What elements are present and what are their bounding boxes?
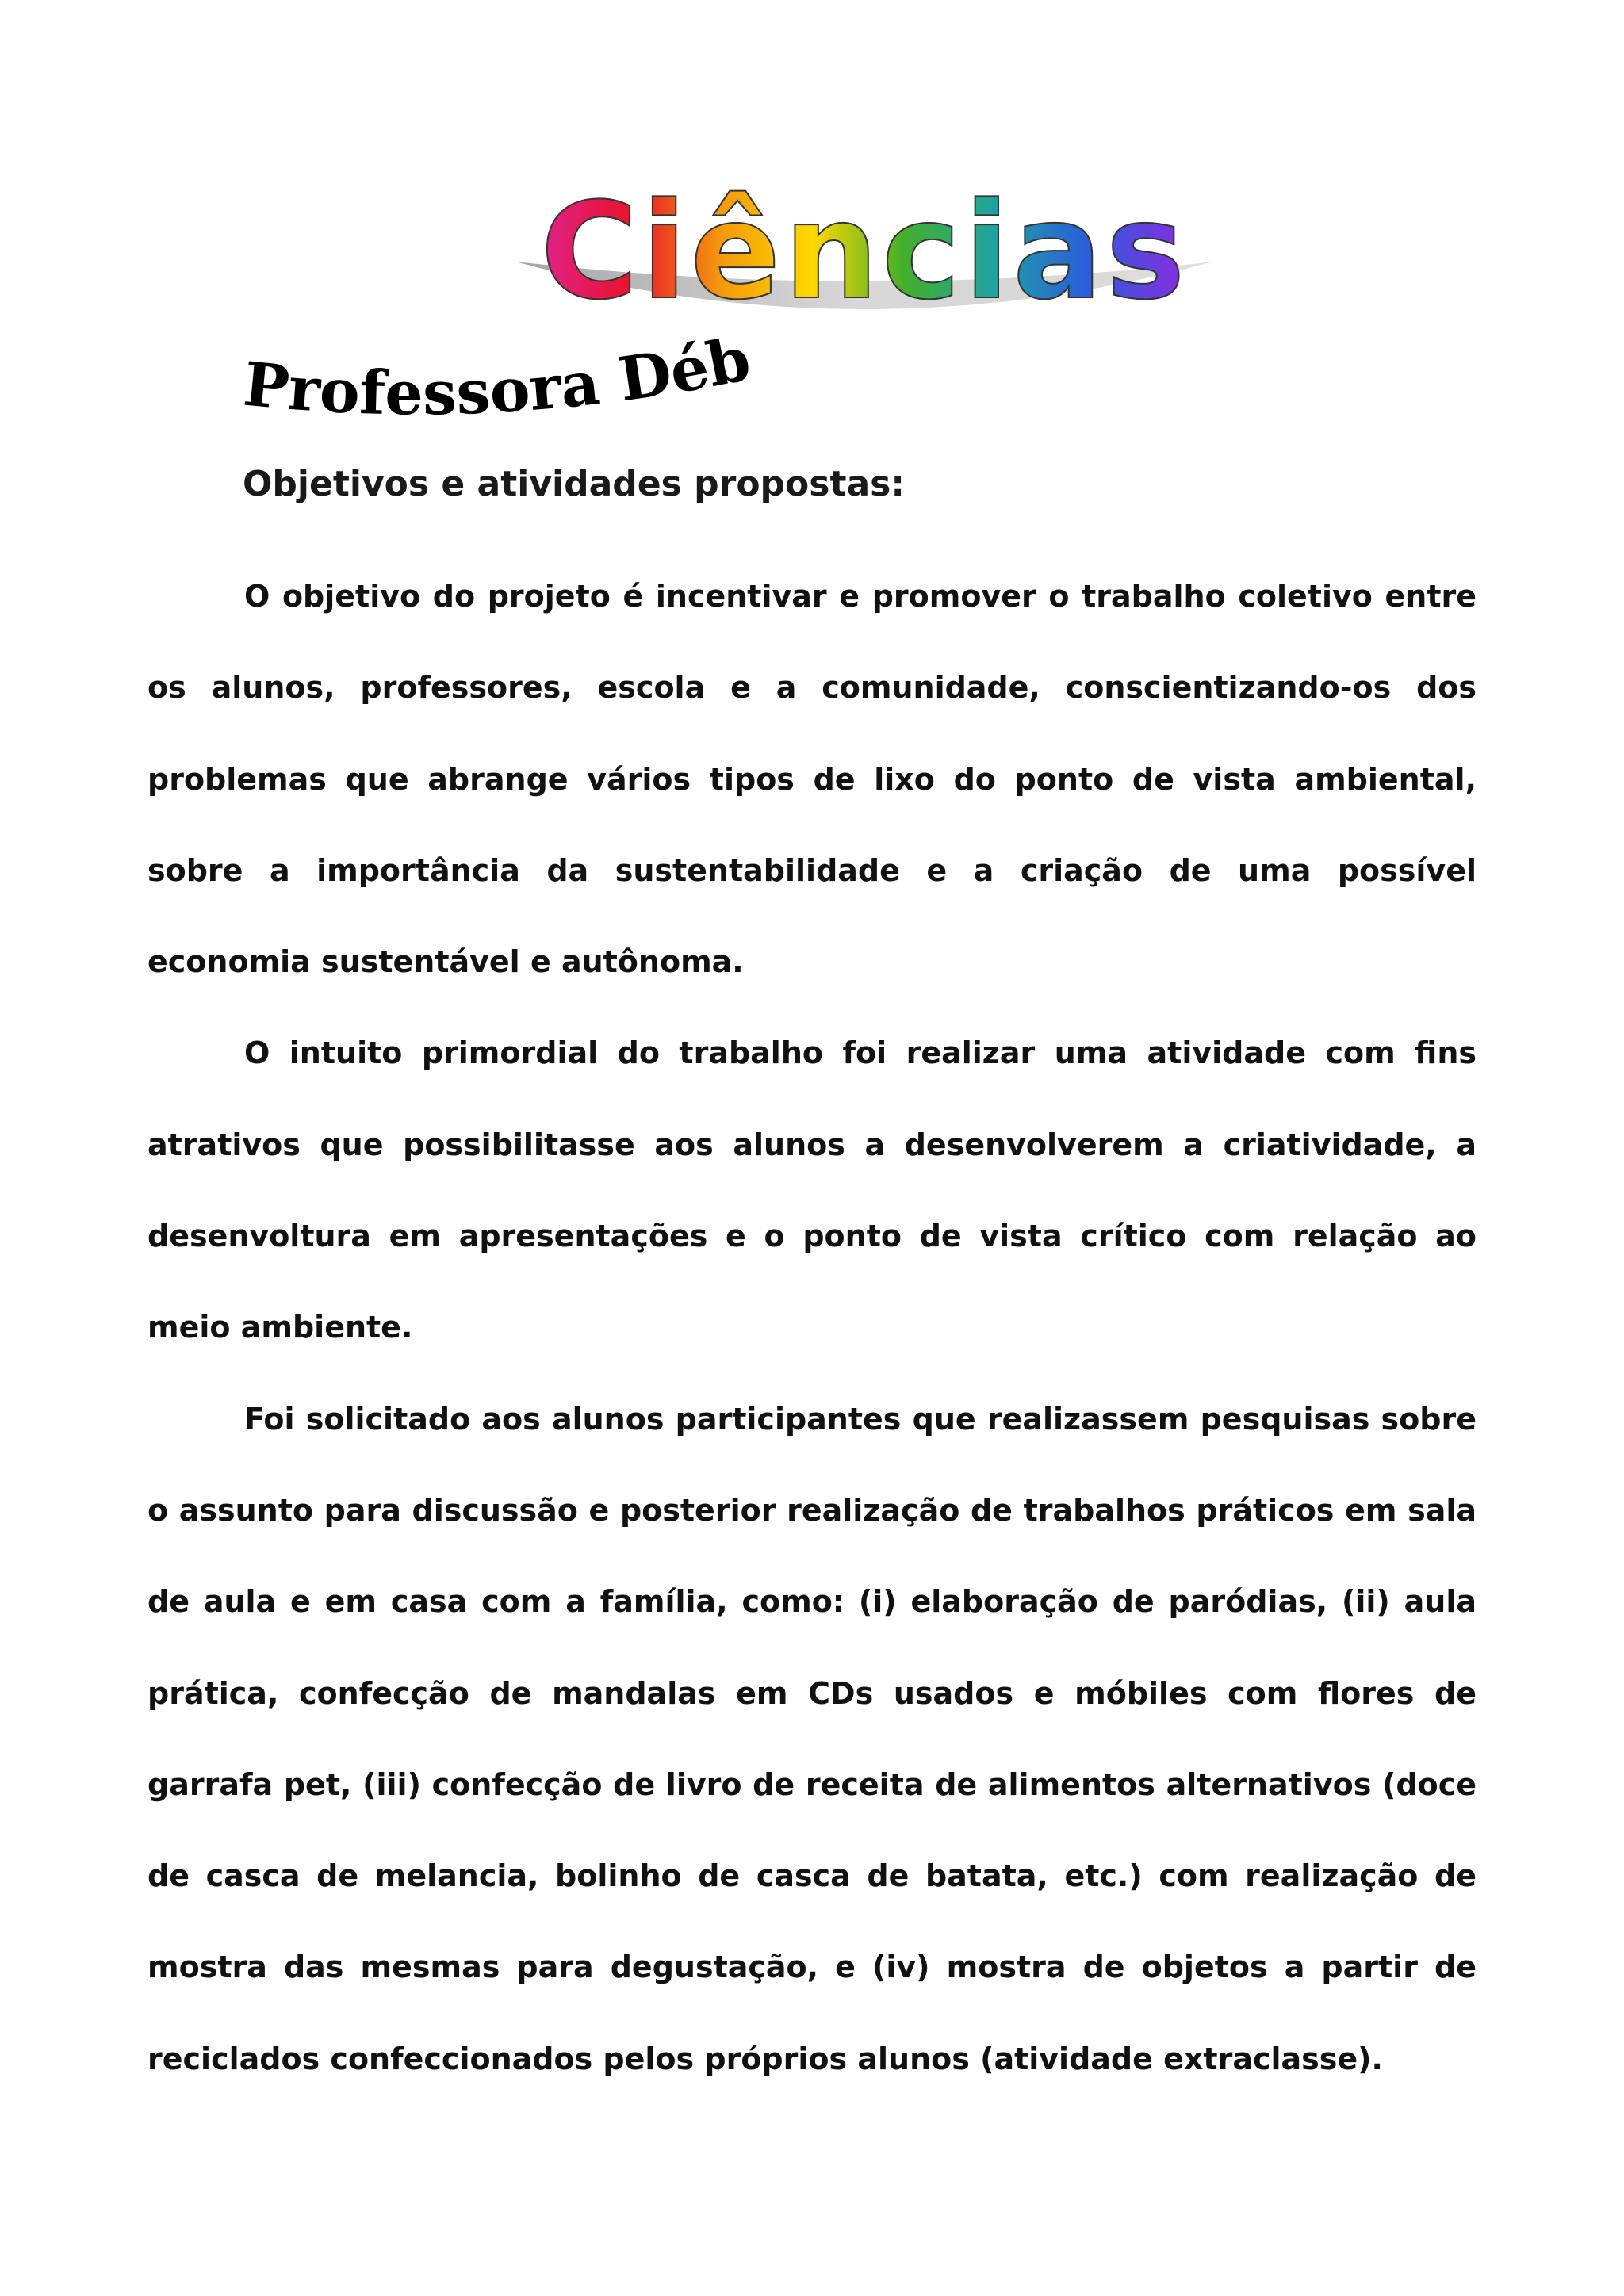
body-text bbox=[147, 551, 1477, 2105]
subtitle-wordart bbox=[217, 269, 756, 444]
paragraph-2: O intuito primordial do trabalho foi realizar uma atividade com fins atrativos que possibilitasse aos alunos a desenvolverem a criatividade, a desenvoltura em apresentações e o ponto de vista crítico com relação ao meio ambiente. bbox=[147, 1035, 1477, 1345]
subtitle-textpath: Professora Débora bbox=[217, 269, 756, 429]
paragraph-3: Foi solicitado aos alunos participantes que realizassem pesquisas sobre o assunto para discussão e posterior realização de trabalhos práticos em sala de aula e em casa com a família, como: (i) elaboração de paródias, (ii) aula prática, confecção de mandalas em CDs usados e móbiles com flores de garrafa pet, (iii) confecção de livro de receita de alimentos alternativos (doce de casca de melancia, bolinho de casca de batata, etc.) com realização de mostra das mesmas para degustação, e (iv) mostra de objetos a partir de reciclados confeccionados pelos próprios alunos (atividade extraclasse). bbox=[147, 1401, 1477, 2076]
section-heading: Objetivos e atividades propostas: bbox=[243, 464, 905, 504]
title-text: Ciências bbox=[540, 174, 1189, 329]
title-wordart bbox=[508, 174, 1221, 329]
paragraph-1: O objetivo do projeto é incentivar e promover o trabalho coletivo entre os alunos, professores, escola e a comunidade, conscientizando-os dos problemas que abrange vários tipos de lixo do ponto de vista ambiental, sobre a importância da sustentabilidade e a criação de uma possível economia sustentável e autônoma. bbox=[147, 579, 1477, 980]
page-title bbox=[508, 174, 1221, 329]
